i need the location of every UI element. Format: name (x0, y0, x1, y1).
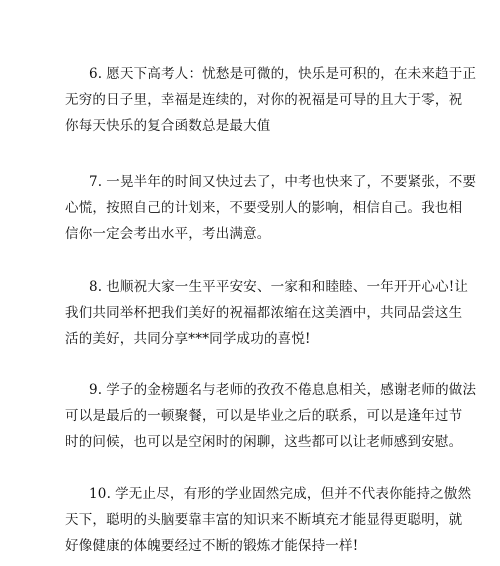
paragraph-number: 6. (89, 66, 103, 82)
paragraph-line: 时的问候，也可以是空闲时的闲聊，这些都可以让老师感到安慰。 (65, 434, 463, 450)
paragraph-text: 学无止尽，有形的学业固然完成，但并不代表你能持之傲然 (115, 486, 472, 502)
paragraph-line: 心慌，按照自己的计划来，不要受别人的影响，相信自己。我也相 (65, 200, 463, 216)
paragraph-9 (65, 377, 477, 455)
paragraph-number: 7. (89, 174, 103, 190)
paragraph-line: 天下，聪明的头脑要靠丰富的知识来不断填充才能显得更聪明，就 (65, 512, 463, 528)
paragraph-line: 信你一定会考出水平，考出满意。 (65, 226, 271, 242)
paragraph-line: 我们共同举杯把我们美好的祝福都浓缩在这美酒中，共同品尝这生 (65, 305, 463, 321)
paragraph-number: 10. (89, 486, 112, 502)
paragraph-text: 学子的金榜题名与老师的孜孜不倦息息相关，感谢老师的做法 (106, 382, 477, 398)
paragraph-line: 你每天快乐的复合函数总是最大值 (65, 118, 271, 134)
paragraph-7 (65, 169, 477, 247)
paragraph-line (65, 377, 477, 403)
paragraph-text: 也顺祝大家一生平平安安、一家和和睦睦、一年开开心心!让 (106, 279, 469, 295)
paragraph-line: 活的美好，共同分享***同学成功的喜悦! (65, 331, 311, 347)
paragraph-line (65, 274, 469, 300)
paragraph-text: 一晃半年的时间又快过去了，中考也快来了，不要紧张，不要 (106, 174, 477, 190)
paragraph-line (65, 481, 472, 507)
paragraph-10 (65, 481, 472, 559)
paragraph-line (65, 61, 477, 87)
paragraph-line: 可以是最后的一顿聚餐，可以是毕业之后的联系，可以是逢年过节 (65, 408, 463, 424)
paragraph-6 (65, 61, 477, 139)
paragraph-8 (65, 274, 469, 352)
paragraph-number: 8. (89, 279, 103, 295)
paragraph-text: 愿天下高考人：忧愁是可微的，快乐是可积的，在未来趋于正 (106, 66, 477, 82)
paragraph-line: 无穷的日子里，幸福是连续的，对你的祝福是可导的且大于零，祝 (65, 92, 463, 108)
paragraph-line (65, 169, 477, 195)
paragraph-number: 9. (89, 382, 103, 398)
paragraph-line: 好像健康的体魄要经过不断的锻炼才能保持一样! (65, 538, 359, 554)
